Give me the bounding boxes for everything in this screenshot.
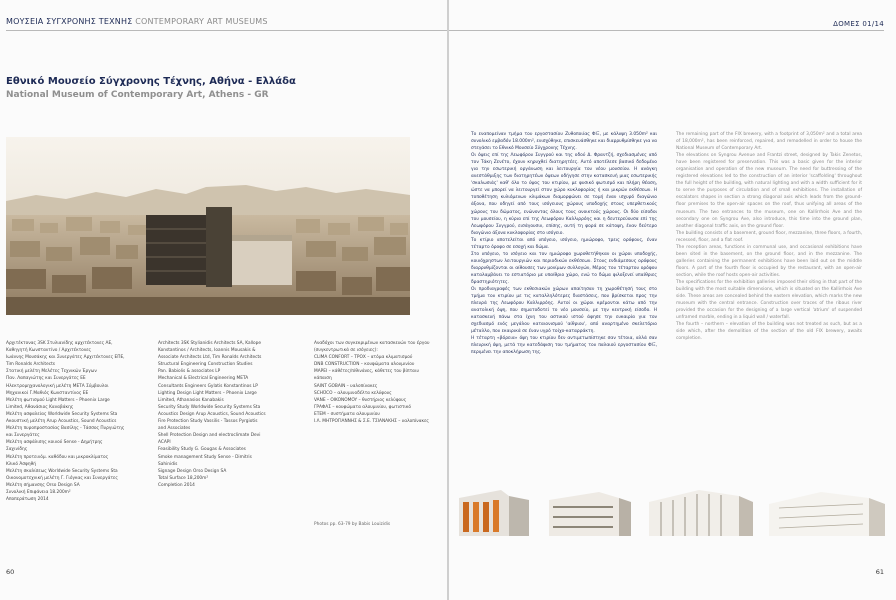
left-page	[0, 0, 447, 600]
header-rule	[6, 30, 447, 31]
right-page	[449, 0, 896, 600]
text-column-english: The remaining part of the FIX brewery, with a footprint of 3,050m² and a total area of 18,000m², has been reinforced, repaired, and remodelled in order to house the National Museum of Contemporary Art. The elevations on Syngrou Avenue and Frantzi street, designed by Takis Zenetos, have been registered for preservation. This was a basic given for the interior organisation and operation of the new museum. The need for buttressing of the registered elevations led to the construction of an interior 'scaffolding' throughout the full height of the building, with natural lighting and with a width sufficient for it to serve the purposes of circulation and of small exhibitions. The installation of escalators shapes in section a strong diagonal axis which leads from the ground-floor premises to the open-air spaces on the roof, thus unifying all areas of the museum. The two entrances to the museum, one on Kallirrhois Ave and the secondary one on Syngrou Ave, also introduce, this time into the ground plan, another diagonal traffic axis, on the ground floor. The building consists of a basement, ground floor, mezzanine, three floors, a fourth, recessed, floor, and a flat roof. The reception areas, functions in communal use, and occasional exhibitions have been sited in the basement, on the ground floor, and in the mezzanine. The galleries containing the permanent exhibitions have been laid out on the middle floors. A part of the fourth floor is occupied by the restaurant, with an open-air section, while the roof hosts open-air activities. The specifications for the exhibition galleries imposed their siting in that part of the building with the most suitable dimensions, which is situated on the Kallirrhois Ave side. These areas are concealed behind the eastern elevation, which marks the new museum with the central entrance. Construction over traces of the ribaus river provided the occasion for the designing of a large vertical 'atrium' of suspended unframed marble, ending in a liquid wall / waterfall. The fourth – northern – elevation of the building was not treated as such, but as a side which, after the demolition of the section of the old FIX brewery, awaits completion.	[676, 132, 862, 342]
rendering-4	[769, 492, 885, 536]
rendering-3	[649, 490, 753, 536]
rendering-2	[549, 492, 631, 536]
page-number-left: 60	[6, 568, 15, 576]
rendering-1	[459, 490, 529, 536]
credits-english: Architects 3SK Stylianidis Architects SA, Kallope Konstantinos / Architects, Ioannis Mousakis & Associate Architects Ltd, Tim Ronalds Architects Structural Engineering Construction Studies Pan. Babiolis & associates LP Mechanical & Electrical Engineering META Consultants Engineers Gylatis Konstantinos LP Lighting Design Light Matters – Phoenix Large Limited, Athanasios Kanabakis Security Study Worldwide Security Systems Sta Acoustics Design Arup Acoustics, Sound Acoustics Fire Protection Study Vassilis - Tassos Pyrgiotis and Associates Shell Protection Design and electroclimate Devi ACAPI Feasibility Study G. Gougas & Associates Smoke management Study Sense - Dimitris Sahinidis Signage Design Orso Design SA Total Surface 18,200m² Completion 2014	[158, 341, 266, 488]
header-rule-right	[449, 30, 884, 31]
running-header	[6, 17, 268, 26]
building-renderings	[449, 478, 896, 540]
page-number-right: 61	[875, 568, 884, 576]
credits-greek: Αρχιτέκτονας 3SK Στυλιανίδης αρχιτέκτονες ΑΕ, Καθηγητή Κωνσταντίνο / Αρχιτέκτονες Ιωάννης Μουσάκης και Συνεργάτες Αρχιτέκτονες ΕΠΕ, Tim Ronalds Architects Στατική μελέτη Μελέτες Τεχνικών Έργων Παν. Λαπαγιώτης και Συνεργάτες ΕΕ Ηλεκτρομηχανολογική μελέτη ΜΕΤΑ Σύμβουλοι Μηχανικοί Γ.Μαθιός Κωνσταντίνος ΕΕ Μελέτη φωτισμού Light Matters – Phoenix Large Limited, Αθανάσιος Καναβάκης Μελέτη ασφαλείας Worldwide Security Systems Sta Ακουστική μελέτη Arup Acoustics, Sound Acoustics Μελέτη πυροπροστασίας Βασίλης - Τάσσος Πυργιώτης και Συνεργάτες Μελέτη ασφάλισης κοινού Sense - Δημήτρης Σαχινίδης Μελέτη προτεινόμ. καθόδου και μικροκλίματος Κλικό Άσφηθή Μελέτη σκαλίσεως Worldwide Security Systems Sta Οικονομοτεχνική μελέτη Γ. Γιόγκας και Συνεργάτες Μελέτη σήμανσης Orso Design SA Συνολική Επιφάνεια 18.200m² Αποπεράτωση 2014	[6, 341, 125, 503]
article-title-english: National Museum of Contemporary Art, Athens - GR	[6, 90, 269, 100]
photo-caption: Photos pp. 63-79 by Babis Louizidis	[314, 522, 391, 527]
section-marker: ΔΟΜΕΣ 01/14	[833, 20, 884, 28]
text-column-greek: Το εναπομείναν τμήμα του εργοστασίου Ζυθοποιίας ΦΙΞ, με κάλυψη 3.050m² και συνολικό εμβαδόν 18.000m², ενισχύθηκε, επισκευάσθηκε και διαρρυθμίσθηκε για να στεγάσει το Εθνικό Μουσείο Σύγχρονης Τέχνης. Οι όψεις επί της Λεωφόρου Συγγρού και της οδού Δ. Φραντζή, σχεδιασμένες από τον Τάκη Ζενέτο, έχουν κηρυχθεί διατηρητέες. Αυτό αποτέλεσε βασικό δεδομένο για την εσωτερική οργάνωση και λειτουργία του νέου μουσείου. Η ανάγκη ανεστάθμιξης των διατηρητέων όψεων οδήγησε στην κατασκευή μιας εσωτερικής 'σκαλωσιάς' καθ' όλο το ύψος του κτιρίου, με φυσικό φωτισμό και πλήρη θέαση, ώστε να μπορεί να λειτουργεί στον χώρο κυκλοφορίας ή και μικρών εκθέσεων. Η τοποθέτηση κυλιόμενων κλιμάκων διαμορφώνει σε τομή έναν ισχυρό διαγώνιο άξονα, που οδηγεί από τους ισόγειους χώρους υποδοχής στους υπερθετικούς χώρους του δώματος, ενώνοντας όλους τους ανοικτούς χώρους. Οι δύο είσοδοι του μουσείου, η κύρια επί της Λεωφόρου Καλλιρρόης και η δευτερεύουσα επί της Λεωφόρου Συγγρού, εισάγουσιν, επίσης, αυτή τη φορά σε κάτοψη, έναν δεύτερο διαγώνιο άξονα κυκλοφορίας στο ισόγειο. Το κτίριο αποτελείται από υπόγειο, ισόγειο, ημιώροφο, τρεις ορόφους, έναν τέταρτο όροφο σε εσοχή και δώμα. Στο υπόγειο, το ισόγειο και τον ημιώροφο χωροθετήθηκαν οι χώροι υποδοχής, κοινόχρηστων λειτουργιών και περιοδικών εκθέσεων. Στους ενδιάμεσους ορόφους διαρρυθμίζονται οι αίθουσες των μονίμων συλλογών, Μέρος του τέταρτου ορόφου καταλαμβάνει το εστιατόριο με υπαίθριο χώρο, ενώ το δώμα φιλοξενεί υπαίθριες δραστηριότητες. Οι προδιαγραφές των εκθεσιακών χώρων απαίτησαν τη χωροθέτησή τους στο τμήμα του κτιρίου με τις καταλληλότερες διαστάσεις, που βρίσκεται προς την πλευρά της Λεωφόρου Καλλιρρόης. Αυτοί οι χώροι κρέμονται κάτω από την ανατολική όψη, που σηματοδοτεί το νέο μουσείο, με την κεντρική είσοδο. Η κατασκευή πάνω στα ίχνη του αστικού ιστού άφησε την ευκαιρία για τον σχεδιασμό ενός μεγάλου καταιονισμού 'αίθριου', από αναρτημένο σκελετόριο μέταλλο, που εκαιρικά σε έναν υγρό τοίχο-καταρράκτη. Η τέταρτη «βόρεια» όψη του κτιρίου δεν αντιμετωπίστηκε σαν τέτοια, αλλά σαν πλευρική όψη, μετά την κατεδάφιση του τμήματος του παλαιού εργοστασίου ΦΙΞ, περιμένει την αποκλήρωση της.	[471, 132, 658, 356]
museum-photo	[6, 137, 410, 315]
header-greek: ΜΟΥΣΕΙΑ ΣΥΓΧΡΟΝΗΣ ΤΕΧΝΗΣ	[6, 17, 133, 26]
article-title-greek: Εθνικό Μουσείο Σύγχρονης Τέχνης, Αθήνα - Ελλάδα	[6, 76, 296, 87]
header-english: CONTEMPORARY ART MUSEUMS	[135, 17, 268, 26]
credits-contractors: Αναδόχοι των συγκεκριμένων κατασκευών του έργου (συγκεντρωτικά σε ισόγειες): CLIMA CONFORT – ΤΡΟΧ – ατόμα κλιματισμού DNB CONSTRUCTION – κουφώματα αλουμινίου ΜΑΡΕΙ – κάθέτες/πίθινάνες, κάθετες του βίπταιυ κάπαιση SAINT GOBAIN – υαλοπίνακες SCHÜCO – αλουμινοδέλτα κελύφους VANE – OIKONOMOY – θυστήριος κελύφους ΓΡΑΦΑΣ – κουφώματα αλουμινίου, φωτιστικό ΕΤΕΜ – συστήματα αλουμινίου Ι.Λ. ΜΗΤΡΟΓΙΑΝΝΗΣ & Σ.Ε. ΤΣΙΑΝΑΚΗΣ – υαλοπίνακες	[314, 341, 430, 425]
